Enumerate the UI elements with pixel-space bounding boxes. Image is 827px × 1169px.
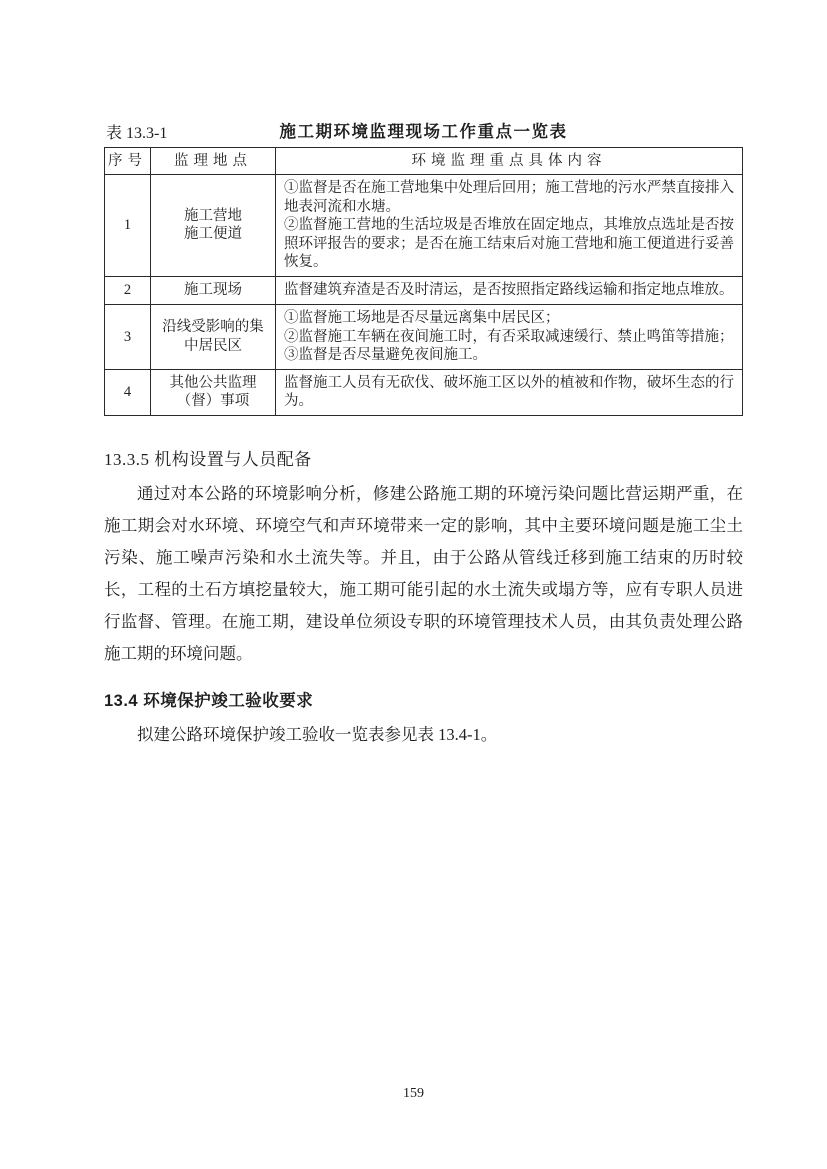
section-heading-13-3-5: 13.3.5 机构设置与人员配备 xyxy=(104,449,312,469)
content-line: ②监督施工营地的生活垃圾是否堆放在固定地点，其堆放点选址是否按照环评报告的要求；是否在施工结束后对施工营地和施工便道进行妥善恢复。 xyxy=(284,217,734,270)
table-header-row xyxy=(105,148,743,175)
location-line: 其他公共监理 xyxy=(169,374,257,391)
cell-serial-no: 2 xyxy=(105,276,151,305)
content-line: ①监督是否在施工营地集中处理后回用；施工营地的污水严禁直接排入地表河流和水塘。 xyxy=(284,180,734,215)
cell-serial-no: 3 xyxy=(105,305,151,370)
location-line: 施工营地 xyxy=(184,207,242,224)
page-content xyxy=(104,118,743,751)
header-location: 监理地点 xyxy=(151,148,276,175)
cell-location xyxy=(151,175,276,277)
table-row xyxy=(105,175,743,277)
content-line: ①监督施工场地是否尽量远离集中居民区； xyxy=(284,310,560,326)
supervision-table xyxy=(104,147,743,416)
cell-location xyxy=(151,276,276,305)
table-caption-label: 表 13.3-1 xyxy=(106,125,168,142)
cell-content xyxy=(276,276,743,305)
cell-location xyxy=(151,305,276,370)
cell-serial-no: 1 xyxy=(105,175,151,277)
cell-location xyxy=(151,369,276,415)
table-row xyxy=(105,305,743,370)
table-header xyxy=(105,148,743,175)
table-row xyxy=(105,276,743,305)
cell-serial-no: 4 xyxy=(105,369,151,415)
header-content: 环境监理重点具体内容 xyxy=(276,148,743,175)
table-body xyxy=(105,175,743,416)
location-line: 沿线受影响的集 xyxy=(162,319,264,336)
content-line: ②监督施工车辆在夜间施工时，有否采取减速缓行、禁止鸣笛等措施； xyxy=(284,328,734,345)
table-row xyxy=(105,369,743,415)
page-number: 159 xyxy=(403,1086,424,1101)
section-heading-13-4: 13.4 环境保护竣工验收要求 xyxy=(104,691,314,710)
location-line: 施工现场 xyxy=(184,282,242,298)
location-line: 中居民区 xyxy=(184,337,242,354)
location-line: 施工便道 xyxy=(184,226,242,243)
location-line: （督）事项 xyxy=(176,393,250,409)
content-line: ③监督是否尽量避免夜间施工。 xyxy=(284,347,487,363)
header-serial-no: 序号 xyxy=(105,148,151,175)
content-line: 监督施工人员有无砍伐、破坏施工区以外的植被和作物，破坏生态的行为。 xyxy=(284,374,734,409)
cell-content xyxy=(276,305,743,370)
content-line: 监督建筑弃渣是否及时清运，是否按照指定路线运输和指定地点堆放。 xyxy=(284,281,734,298)
section-paragraph-13-4: 拟建公路环境保护竣工验收一览表参见表 13.4-1。 xyxy=(137,724,498,744)
cell-content xyxy=(276,175,743,277)
cell-content xyxy=(276,369,743,415)
section-paragraph-13-3-5: 通过对本公路的环境影响分析，修建公路施工期的环境污染问题比营运期严重，在施工期会对水环境、环境空气和声环境带来一定的影响，其中主要环境问题是施工尘土污染、施工噪声污染和水土流失等。并且，由于公路从管线迁移到施工结束的历时较长，工程的土石方填挖量较大，施工期可能引起的水土流失或塌方等，应有专职人员进行监督、管理。在施工期，建设单位须设专职的环境管理技术人员，由其负责处理公路施工期的环境问题。 xyxy=(104,483,743,663)
table-caption-title: 施工期环境监理现场工作重点一览表 xyxy=(279,123,568,141)
table-caption xyxy=(104,118,743,143)
